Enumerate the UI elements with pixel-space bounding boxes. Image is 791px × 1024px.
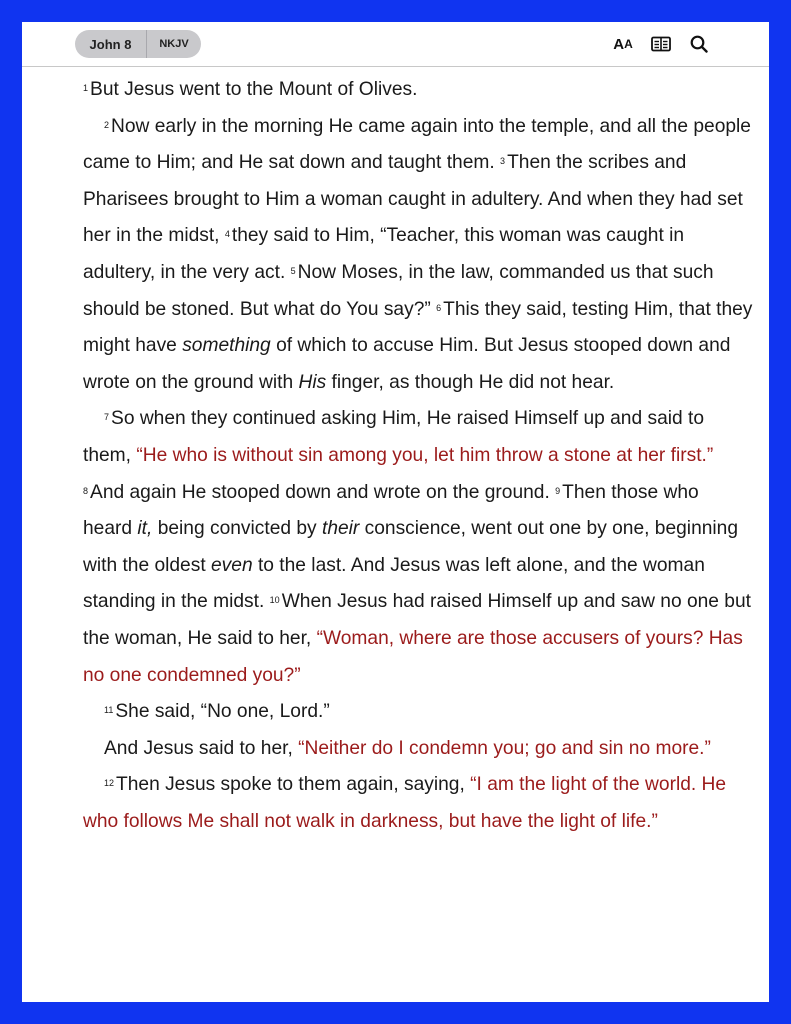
paragraph [83, 401, 753, 694]
verse-text: But Jesus went to the Mount of Olives. [90, 79, 418, 100]
verse-number: 2 [104, 119, 110, 130]
verse-number: 10 [269, 595, 280, 606]
reader-page [22, 22, 769, 1002]
verse-number: 11 [104, 705, 114, 716]
reference-selector [75, 30, 201, 58]
verse-number: 12 [104, 778, 115, 789]
top-toolbar [22, 22, 769, 67]
verse-text: Then the scribes and Pharisees brought to Him a woman caught in adultery. And when they had set her in the midst, [83, 152, 743, 247]
paragraph [83, 72, 753, 109]
verse-number: 5 [290, 265, 296, 276]
verse-text: This they said, testing Him, that they might have [83, 298, 753, 357]
words-of-christ: “I am the light of the world. He who follows Me shall not walk in darkness, but have the light of life.” [83, 774, 727, 832]
book-chapter-button[interactable]: John 8 [75, 30, 147, 58]
verse-text: Then Jesus spoke to them again, saying, [116, 774, 465, 796]
verse-text: And Jesus said to her, [104, 737, 293, 759]
verse-text: She said, “No one, Lord.” [115, 701, 330, 723]
font-size-label-small: A [624, 37, 633, 51]
verse-text: And again He stooped down and wrote on the ground. [90, 481, 550, 503]
chapter-text [83, 72, 753, 840]
verse-text: to the last. And Jesus was left alone, and the woman standing in the midst. [83, 554, 705, 613]
verse-text: So when they continued asking Him, He raised Himself up and said to them, [83, 408, 705, 466]
verse-text: they said to Him, “Teacher, this woman was caught in adultery, in the very act. [83, 225, 685, 283]
italic-word: their [321, 518, 360, 540]
paragraph [83, 694, 753, 731]
reader-mode-icon[interactable] [650, 34, 672, 54]
verse-number: 1 [83, 83, 89, 93]
verse-number: 7 [104, 412, 110, 423]
verse-number: 8 [83, 485, 89, 496]
font-size-icon[interactable] [611, 34, 635, 54]
words-of-christ: “He who is without sin among you, let him throw a stone at her first.” [136, 444, 714, 466]
verse-text: being convicted by [157, 518, 317, 540]
words-of-christ: “Woman, where are those accusers of yours? Has no one condemned you?” [83, 627, 743, 686]
font-size-label-large: A [613, 35, 625, 53]
paragraph [83, 767, 753, 840]
verse-text: finger, as though He did not hear. [331, 371, 615, 393]
verse-text: Now Moses, in the law, commanded us that such should be stoned. But what do You say?” [83, 261, 714, 320]
italic-word: something [182, 335, 271, 357]
verse-number: 3 [500, 156, 506, 167]
italic-word: even [211, 554, 253, 576]
verse-number: 9 [555, 485, 561, 496]
verse-number: 4 [224, 229, 230, 240]
italic-word: His [298, 371, 327, 393]
verse-text: Then those who heard [83, 481, 699, 540]
verse-text: of which to accuse Him. But Jesus stooped down and wrote on the ground with [83, 335, 731, 393]
verse-text: Now early in the morning He came again into the temple, and all the people came to Him; and He sat down and taught them. [83, 115, 751, 174]
verse-text: When Jesus had raised Himself up and saw no one but the woman, He said to her, [83, 591, 751, 649]
paragraph [83, 109, 753, 402]
search-icon[interactable] [688, 34, 710, 54]
words-of-christ: “Neither do I condemn you; go and sin no more.” [298, 737, 711, 759]
italic-word: it, [137, 518, 153, 540]
verse-number: 6 [436, 302, 442, 313]
version-button[interactable]: NKJV [159, 38, 189, 50]
verse-text: conscience, went out one by one, beginning with the oldest [83, 518, 739, 576]
paragraph [83, 731, 753, 768]
